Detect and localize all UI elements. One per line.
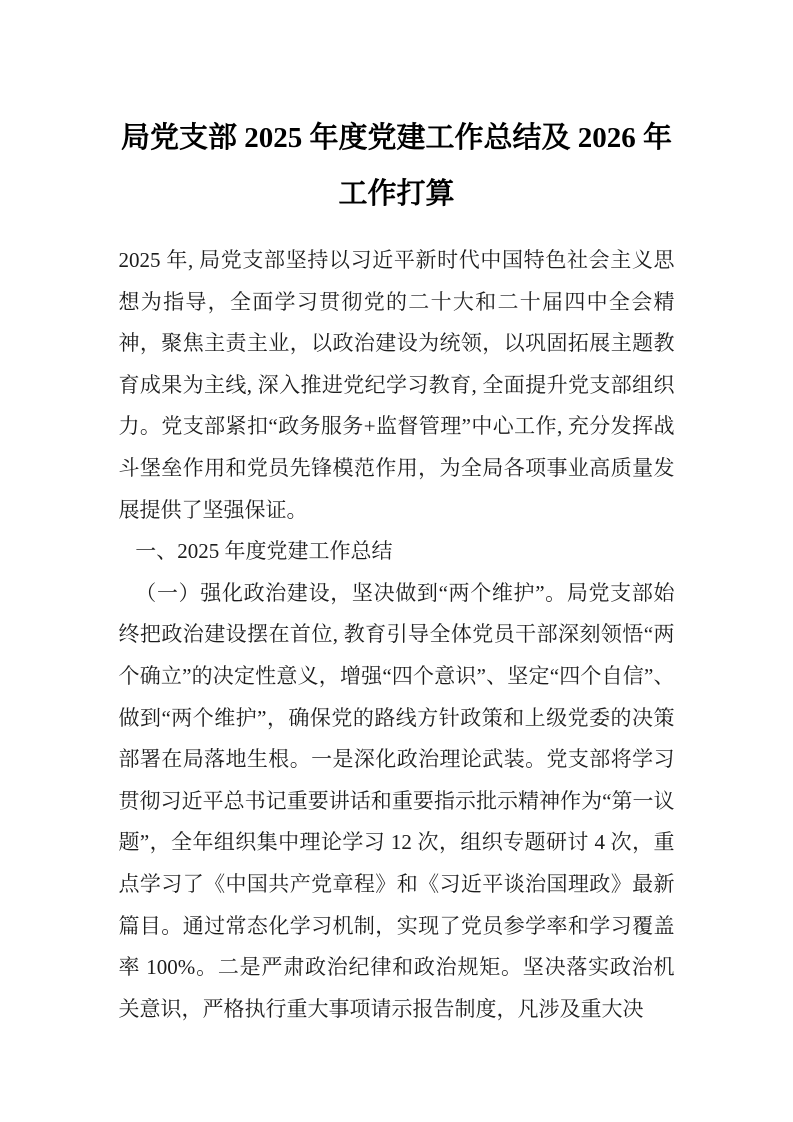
document-body	[119, 240, 675, 1030]
document-title: 局党支部 2025 年度党建工作总结及 2026 年工作打算	[120, 122, 672, 210]
body-paragraph: 2025 年, 局党支部坚持以习近平新时代中国特色社会主义思想为指导，全面学习贯彻党的二十大和二十届四中全会精神，聚焦主责主业，以政治建设为统领，以巩固拓展主题教育成果为主线, 深入推进党纪学习教育, 全面提升党支部组织力。党支部紧扣“政务服务+监督管理”中心工作, 充分发挥战斗堡垒作用和党员先锋模范作用，为全局各项事业高质量发展提供了坚强保证。	[118, 248, 675, 522]
section-heading: 一、2025 年度党建工作总结	[135, 539, 393, 564]
body-paragraph: （一）强化政治建设，坚决做到“两个维护”。局党支部始终把政治建设摆在首位, 教育引导全体党员干部深刻领悟“两个确立”的决定性意义，增强“四个意识”、坚定“四个自信”、做到“两个维护”，确保党的路线方针政策和上级党委的决策部署在局落地生根。一是深化政治理论武装。党支部将学习贯彻习近平总书记重要讲话和重要指示批示精神作为“第一议题”，全年组织集中理论学习 12 次，组织专题研讨 4 次，重点学习了《中国共产党章程》和《习近平谈治国理政》最新篇目。通过常态化学习机制，实现了党员参学率和学习覆盖率 100%。二是严肃政治纪律和政治规矩。坚决落实政治机关意识，严格执行重大事项请示报告制度，凡涉及重大决	[118, 580, 675, 1021]
